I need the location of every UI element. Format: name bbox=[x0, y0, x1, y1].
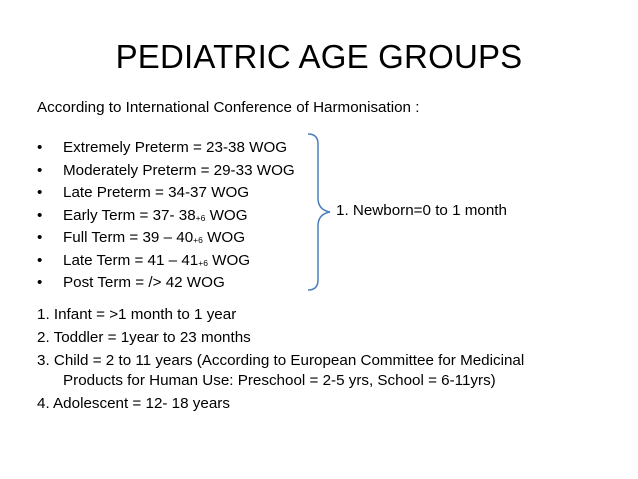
list-item-text: 2. Toddler = 1year to 23 months bbox=[37, 329, 251, 346]
bullet-icon: • bbox=[37, 206, 43, 224]
bullet-icon: • bbox=[37, 184, 43, 201]
list-item-text: Extremely Preterm = 23-38 WOG bbox=[63, 139, 288, 156]
list-item-text: Late Preterm = 34-37 WOG bbox=[63, 184, 250, 201]
bullet-icon: • bbox=[37, 229, 43, 246]
list-item-text-main: Early Term = 37- 38 bbox=[63, 206, 196, 224]
curly-brace-icon bbox=[306, 132, 336, 292]
list-item-text: 1. Infant = >1 month to 1 year bbox=[37, 306, 237, 323]
brace-path bbox=[308, 134, 330, 290]
age-group-list bbox=[37, 305, 524, 417]
list-item-text: 3. Child = 2 to 11 years (According to European Committee for Medicinal bbox=[37, 352, 525, 369]
list-item-subscript: +6 bbox=[198, 257, 208, 268]
intro-text: According to International Conference of Harmonisation : bbox=[37, 99, 420, 116]
slide-title: PEDIATRIC AGE GROUPS bbox=[115, 38, 523, 75]
list-item bbox=[37, 394, 524, 414]
bullet-icon: • bbox=[37, 251, 43, 269]
newborn-label: 1. Newborn=0 to 1 month bbox=[336, 202, 507, 219]
bullet-icon: • bbox=[37, 139, 43, 156]
list-item-subscript: +6 bbox=[195, 212, 206, 223]
list-item-text-unit: WOG bbox=[205, 206, 248, 224]
list-item-text bbox=[63, 250, 250, 275]
list-item bbox=[37, 351, 524, 391]
list-item-text-main: Full Term = 39 – 40 bbox=[63, 229, 194, 246]
list-item-text: Moderately Preterm = 29-33 WOG bbox=[63, 161, 295, 179]
bullet-icon: • bbox=[37, 274, 43, 291]
list-item-text bbox=[63, 205, 248, 230]
list-item bbox=[37, 328, 524, 348]
list-item bbox=[37, 305, 524, 325]
list-item-text: 4. Adolescent = 12- 18 years bbox=[37, 395, 230, 412]
bullet-icon: • bbox=[37, 161, 43, 179]
list-item-text: Post Term = /> 42 WOG bbox=[63, 274, 225, 291]
list-item-text-unit: WOG bbox=[207, 251, 251, 269]
list-item-continuation: Products for Human Use: Preschool = 2-5 yrs, School = 6-11yrs) bbox=[63, 372, 496, 389]
list-item-text-unit: WOG bbox=[202, 229, 246, 246]
list-item-text-main: Late Term = 41 – 41 bbox=[63, 251, 199, 269]
list-item-text bbox=[63, 227, 245, 252]
list-item-subscript: +6 bbox=[193, 235, 203, 245]
